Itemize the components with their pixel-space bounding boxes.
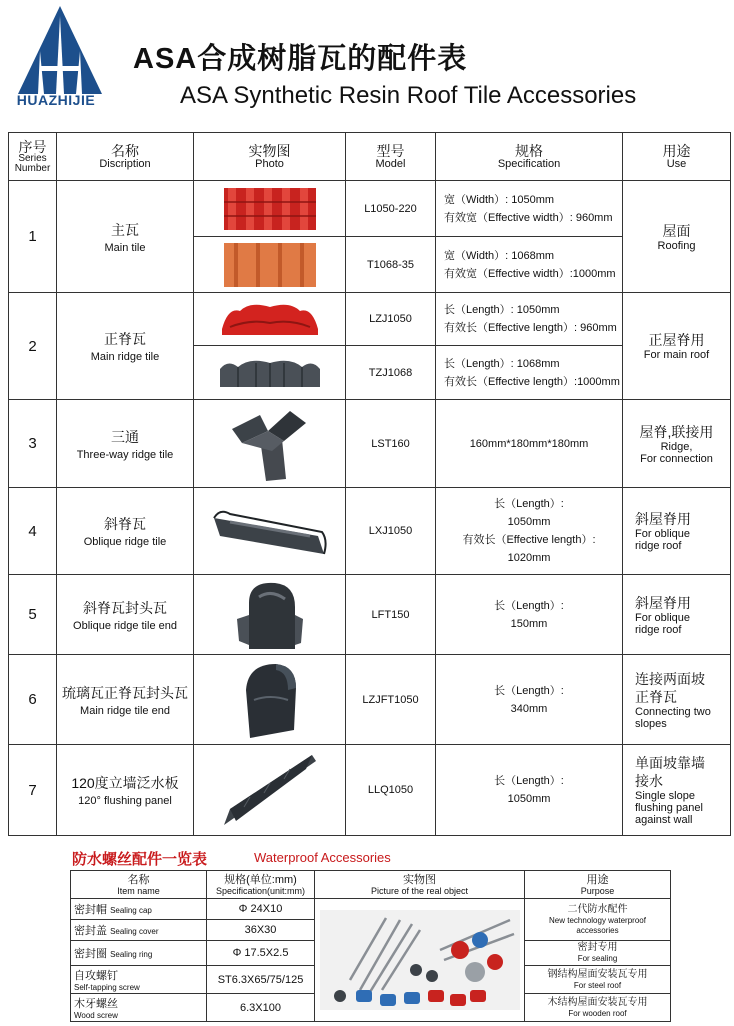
row-use (623, 488, 731, 575)
red-roof-tile-image (224, 188, 316, 230)
row-model: L1050-220 (346, 181, 436, 237)
header-photo-en: Photo (255, 157, 284, 170)
wp-purpose-cn: 木结构屋面安装瓦专用 (547, 996, 648, 1008)
wp-item-name-en: Sealing ring (110, 950, 153, 959)
accessories-table (8, 132, 731, 836)
wp-item-name (71, 899, 207, 920)
main-ridge-end-tile-image (240, 660, 300, 740)
row-name-en: Main ridge tile (90, 351, 160, 363)
wp-purpose-cn: 密封专用 (577, 942, 618, 953)
row-spec-line: 1050mm (507, 793, 551, 805)
wp-item-name-cn: 密封圈 (74, 948, 107, 960)
wp-purpose-en: For sealing (577, 954, 618, 963)
wp-item-name-en: Self-tapping screw (74, 983, 140, 992)
wp-header-name (71, 871, 207, 899)
ridge-end-tile-image (235, 579, 305, 651)
row-spec-line: 宽（Width）: 1050mm (444, 193, 555, 206)
wp-purpose-cn: 二代防水配件 (567, 903, 628, 915)
oblique-ridge-tile-image (210, 500, 330, 562)
table-row (9, 293, 731, 346)
row-spec-line: 150mm (510, 617, 548, 630)
row-use-en: For oblique (635, 611, 691, 624)
row-name-cn: 120度立墙泛水板 (71, 775, 179, 791)
header-spec (436, 133, 623, 181)
row-use (623, 575, 731, 655)
row-use (623, 655, 731, 745)
row-spec-line: 1050mm (507, 516, 551, 528)
row-spec-line: 1020mm (507, 552, 551, 564)
wp-header-purpose-cn: 用途 (586, 873, 609, 886)
table-row (9, 575, 731, 655)
row-model: TZJ1068 (346, 346, 436, 400)
row-use (623, 400, 731, 488)
table-header-row (9, 133, 731, 181)
row-number: 5 (9, 575, 57, 655)
wp-item-name-en: Wood screw (74, 1011, 118, 1020)
header-model-en: Model (375, 157, 406, 170)
row-use-cn: 屋脊,联接用 (639, 423, 714, 440)
row-use-en: Roofing (657, 239, 696, 252)
flushing-panel-image (220, 749, 320, 831)
screws-photo-image (320, 910, 520, 1010)
row-spec (436, 346, 623, 400)
row-name-en: Oblique ridge tile end (73, 619, 177, 632)
wp-purpose-en: New technology waterproof accessories (549, 915, 646, 935)
row-name (57, 575, 194, 655)
wp-item-name-cn: 自攻螺钉 (74, 970, 118, 982)
row-number: 4 (9, 488, 57, 575)
row-use-cn: 屋面 (662, 222, 691, 239)
wp-header-picture (315, 871, 525, 899)
wp-item-spec: 36X30 (207, 920, 315, 941)
row-name-en: Oblique ridge tile (83, 536, 167, 548)
wp-purpose-cn: 钢结构屋面安装瓦专用 (547, 968, 648, 980)
header-photo (194, 133, 346, 181)
header-name (57, 133, 194, 181)
wp-item-name-cn: 木牙螺丝 (74, 998, 118, 1010)
row-number: 6 (9, 655, 57, 745)
row-name-en: Main tile (104, 241, 146, 254)
row-name (57, 400, 194, 488)
row-spec-line: 长（Length）: (494, 684, 564, 697)
row-spec-line: 有效宽（Effective width）: 960mm (444, 211, 613, 224)
header-use (623, 133, 731, 181)
waterproof-section-title-en: Waterproof Accessories (254, 850, 391, 865)
wp-item-spec: 6.3X100 (207, 994, 315, 1022)
table-row (9, 745, 731, 836)
row-use-en: Single slope (635, 790, 695, 802)
row-use (623, 293, 731, 400)
wp-header-name-en: Item name (117, 885, 160, 896)
row-photo (194, 237, 346, 293)
wp-header-name-cn: 名称 (127, 873, 150, 886)
row-spec-line: 长（Length）: 1068mm (444, 357, 560, 370)
row-name-cn: 正脊瓦 (104, 331, 146, 347)
row-use (623, 181, 731, 293)
gray-ridge-tile-image (218, 353, 322, 393)
header-spec-en: Specification (497, 157, 561, 170)
row-name (57, 745, 194, 836)
row-photo (194, 488, 346, 575)
row-use-cn: 接水 (635, 773, 663, 789)
row-photo (194, 745, 346, 836)
wp-item-name (71, 941, 207, 966)
row-name-cn: 主瓦 (111, 221, 139, 238)
header-name-cn: 名称 (111, 142, 139, 159)
row-use-en: slopes (635, 717, 667, 730)
header-name-en: Discription (99, 157, 151, 170)
row-name-cn: 三通 (111, 428, 139, 445)
table-row (9, 400, 731, 488)
wp-purpose (525, 941, 671, 966)
row-spec-line: 有效长（Effective length）: 960mm (444, 322, 617, 334)
row-photo (194, 181, 346, 237)
table-row (9, 488, 731, 575)
wp-header-picture-cn: 实物图 (403, 873, 436, 886)
row-spec (436, 237, 623, 293)
row-photo (194, 293, 346, 346)
wp-header-purpose-en: Purpose (580, 885, 615, 896)
red-ridge-tile-image (220, 299, 320, 339)
row-name (57, 293, 194, 400)
header-number (9, 133, 57, 181)
orange-roof-tile-image (224, 243, 316, 287)
row-spec-line: 长（Length）: (494, 599, 564, 612)
row-name-cn: 琉璃瓦正脊瓦封头瓦 (62, 684, 188, 701)
row-use-cn: 连接两面坡 (635, 670, 705, 687)
row-name-cn: 斜脊瓦 (104, 516, 146, 532)
row-spec-line: 长（Length）: (494, 498, 564, 510)
wp-header-spec-cn: 规格(单位:mm) (224, 873, 297, 886)
row-spec-line: 长（Length）: 1050mm (444, 304, 560, 316)
row-photo (194, 655, 346, 745)
table-row (9, 181, 731, 237)
row-name (57, 655, 194, 745)
row-name (57, 181, 194, 293)
waterproof-row (71, 899, 671, 920)
wp-header-purpose (525, 871, 671, 899)
wp-purpose (525, 966, 671, 994)
row-model: LFT150 (346, 575, 436, 655)
wp-item-spec: ST6.3X65/75/125 (207, 966, 315, 994)
header-spec-cn: 规格 (515, 142, 543, 159)
header-photo-cn: 实物图 (248, 142, 291, 159)
waterproof-table (70, 870, 671, 1022)
header-model-cn: 型号 (376, 142, 405, 159)
wp-purpose-en: For wooden roof (568, 1008, 627, 1018)
row-model: LZJFT1050 (346, 655, 436, 745)
row-use (623, 745, 731, 836)
row-use-cn: 斜屋脊用 (635, 594, 691, 611)
wp-purpose-en: For steel roof (573, 980, 622, 990)
row-number: 1 (9, 181, 57, 293)
row-spec (436, 488, 623, 575)
wp-header-spec-en: Specification(unit:mm) (215, 885, 306, 896)
wp-picture (315, 899, 525, 1022)
header-use-en: Use (666, 157, 687, 170)
row-use-cn: 正脊瓦 (635, 688, 677, 705)
row-photo (194, 346, 346, 400)
row-model: LLQ1050 (346, 745, 436, 836)
row-model: LXJ1050 (346, 488, 436, 575)
wp-item-spec: Φ 17.5X2.5 (207, 941, 315, 966)
wp-purpose (525, 899, 671, 941)
row-spec (436, 655, 623, 745)
row-number: 7 (9, 745, 57, 836)
row-model: LZJ1050 (346, 293, 436, 346)
row-spec-line: 长（Length）: (494, 775, 564, 787)
row-use-en: For main roof (643, 349, 710, 361)
row-use-en: Ridge, (660, 440, 693, 453)
row-use-en: For oblique (635, 528, 691, 540)
wp-header-picture-en: Picture of the real object (370, 885, 469, 896)
row-name-cn: 斜脊瓦封头瓦 (83, 599, 167, 616)
waterproof-header-row (71, 871, 671, 899)
row-use-en: against wall (635, 814, 693, 826)
wp-item-name-en: Sealing cap (110, 906, 152, 915)
row-use-cn: 正屋脊用 (648, 332, 705, 348)
row-spec-line: 有效长（Effective length）:1000mm (444, 375, 620, 388)
row-number: 2 (9, 293, 57, 400)
wp-purpose (525, 994, 671, 1022)
row-use-en: flushing panel (635, 802, 703, 814)
wp-item-name-cn: 密封帽 (74, 904, 107, 916)
wp-item-name-cn: 密封盖 (74, 925, 107, 937)
row-spec (436, 575, 623, 655)
header-number-cn: 序号 (18, 138, 47, 155)
table-row (9, 655, 731, 745)
row-model: T1068-35 (346, 237, 436, 293)
wp-item-name (71, 966, 207, 994)
row-name-en: Main ridge tile end (80, 704, 170, 717)
header-use-cn: 用途 (662, 142, 691, 159)
three-way-tile-image (230, 405, 310, 483)
wp-header-spec (207, 871, 315, 899)
row-spec (436, 181, 623, 237)
row-number: 3 (9, 400, 57, 488)
wp-item-spec: Φ 24X10 (207, 899, 315, 920)
row-photo (194, 400, 346, 488)
row-model: LST160 (346, 400, 436, 488)
wp-item-name (71, 994, 207, 1022)
page-title-en: ASA Synthetic Resin Roof Tile Accessories (180, 82, 637, 109)
row-use-cn: 单面坡靠墙 (635, 755, 705, 771)
logo-text: HUAZHIJIE (16, 92, 96, 108)
row-use-en: For connection (640, 452, 713, 465)
row-use-en: ridge roof (635, 540, 682, 552)
row-spec-line: 有效宽（Effective width）:1000mm (444, 267, 616, 280)
header-model (346, 133, 436, 181)
row-photo (194, 575, 346, 655)
row-use-en: ridge roof (635, 623, 682, 636)
header-number-en2: Number (14, 162, 51, 174)
row-spec-line: 宽（Width）: 1068mm (444, 249, 555, 262)
row-use-en: Connecting two (635, 705, 711, 718)
row-spec-line: 有效长（Effective length）: (462, 534, 596, 546)
row-name-en: 120° flushing panel (78, 795, 172, 807)
page-title-cn: ASA合成树脂瓦的配件表 (133, 43, 468, 75)
row-name (57, 488, 194, 575)
wp-item-name (71, 920, 207, 941)
header-number-en1: Series (18, 152, 47, 164)
waterproof-section-title-cn: 防水螺丝配件一览表 (72, 851, 208, 868)
row-spec (436, 745, 623, 836)
row-name-en: Three-way ridge tile (76, 448, 174, 461)
row-spec-line: 340mm (510, 702, 548, 715)
row-spec (436, 293, 623, 346)
row-spec: 160mm*180mm*180mm (436, 400, 623, 488)
wp-item-name-en: Sealing cover (110, 927, 159, 936)
row-use-cn: 斜屋脊用 (635, 511, 691, 527)
